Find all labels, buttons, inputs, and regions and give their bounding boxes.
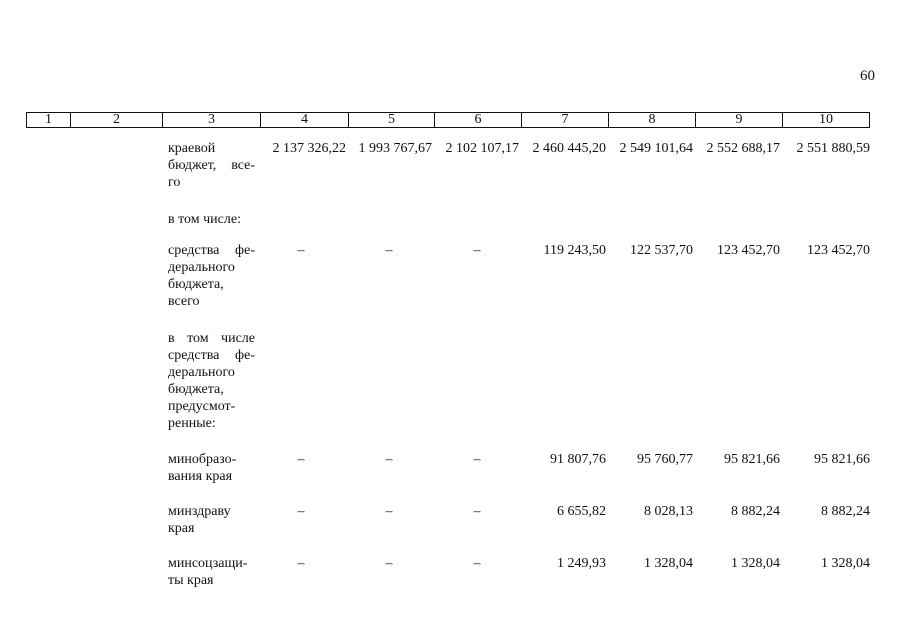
- value-cell: 2 551 880,59: [796, 141, 870, 156]
- value-cell: 95 821,66: [724, 452, 780, 467]
- value-cell: –: [473, 556, 481, 571]
- column-number: 6: [435, 113, 522, 128]
- value-cell: 95 821,66: [814, 452, 870, 467]
- column-number: 5: [349, 113, 435, 128]
- value-cell: 1 328,04: [731, 556, 780, 571]
- value-cell: 1 328,04: [644, 556, 693, 571]
- page-number: 60: [860, 68, 875, 84]
- row-label: средства фе-дерального бюджета, всего: [168, 243, 255, 309]
- value-cell: 2 549 101,64: [619, 141, 693, 156]
- column-number: 9: [696, 113, 783, 128]
- value-cell: –: [385, 452, 393, 467]
- value-cell: –: [297, 452, 305, 467]
- value-cell: 119 243,50: [543, 243, 606, 258]
- value-cell: 1 249,93: [557, 556, 606, 571]
- value-cell: –: [473, 243, 481, 258]
- value-cell: 6 655,82: [557, 504, 606, 519]
- value-cell: 2 102 107,17: [445, 141, 519, 156]
- value-cell: –: [385, 243, 393, 258]
- row-label: краевой бюджет, все-го: [168, 141, 255, 190]
- value-cell: 8 882,24: [821, 504, 870, 519]
- value-cell: –: [297, 504, 305, 519]
- value-cell: 8 882,24: [731, 504, 780, 519]
- value-cell: –: [297, 556, 305, 571]
- row-label: минсоцзащи-ты края: [168, 556, 248, 588]
- value-cell: 95 760,77: [637, 452, 693, 467]
- column-number: 7: [522, 113, 609, 128]
- value-cell: –: [473, 504, 481, 519]
- column-number: 2: [71, 113, 163, 128]
- row-label: в том числе:: [168, 212, 241, 227]
- value-cell: –: [385, 556, 393, 571]
- column-number-header: [26, 112, 870, 128]
- row-label: в том числе средства фе-дерального бюджета, предусмот-ренные:: [168, 331, 255, 431]
- value-cell: 123 452,70: [717, 243, 780, 258]
- value-cell: 91 807,76: [550, 452, 606, 467]
- value-cell: –: [297, 243, 305, 258]
- value-cell: –: [385, 504, 393, 519]
- value-cell: 2 137 326,22: [272, 141, 346, 156]
- column-number: 3: [163, 113, 261, 128]
- value-cell: 1 328,04: [821, 556, 870, 571]
- value-cell: 1 993 767,67: [358, 141, 432, 156]
- column-number: 1: [27, 113, 71, 128]
- column-number: 4: [261, 113, 349, 128]
- value-cell: 2 460 445,20: [532, 141, 606, 156]
- column-number: 8: [609, 113, 696, 128]
- value-cell: 8 028,13: [644, 504, 693, 519]
- value-cell: 122 537,70: [630, 243, 693, 258]
- value-cell: 2 552 688,17: [706, 141, 780, 156]
- row-label: минобразо-вания края: [168, 452, 237, 484]
- row-label: минздраву края: [168, 504, 231, 536]
- value-cell: 123 452,70: [807, 243, 870, 258]
- column-number: 10: [783, 113, 870, 128]
- value-cell: –: [473, 452, 481, 467]
